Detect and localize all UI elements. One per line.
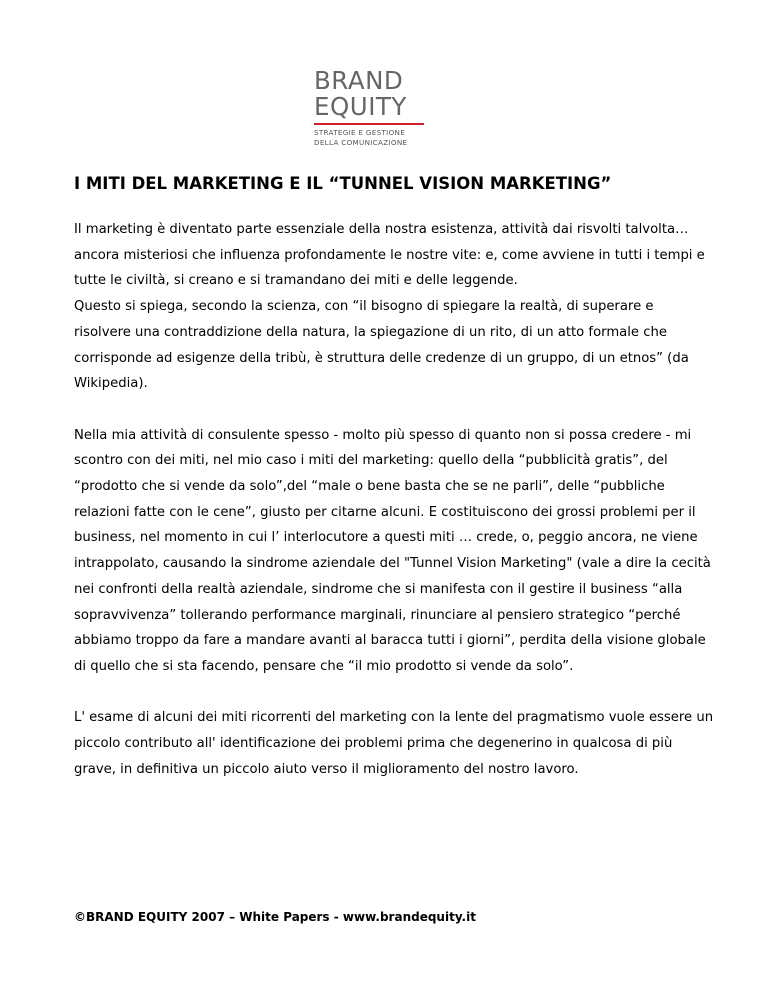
logo-red-rule (314, 123, 424, 125)
logo-wordmark-equity: EQUITY (314, 92, 407, 121)
paragraph-conclusion: L' esame di alcuni dei miti ricorrenti del marketing con la lente del pragmatismo vuole essere un piccolo contributo all' identificazione dei problemi prima che degenerino in qualcosa di più grave, in definitiva un piccolo aiuto verso il miglioramento del nostro lavoro. (74, 710, 714, 777)
document-body (74, 217, 714, 808)
logo-wordmark-brand: BRAND (314, 66, 404, 95)
logo-tagline-line1: STRATEGIE E GESTIONE (314, 128, 406, 137)
page-footer: ©BRAND EQUITY 2007 – White Papers - www.brandequity.it (74, 910, 476, 924)
paragraph-consultant: Nella mia attività di consulente spesso - molto più spesso di quanto non si possa credere - mi scontro con dei miti, nel mio caso i miti del marketing: quello della “pubblicità gratis”, del “prodotto che si vende da solo”,del “male o bene basta che se ne parli”, delle “pubbliche relazioni fatte con le cene”, giusto per citarne alcuni. E costituiscono dei grossi problemi per il business, nel momento in cui l’ interlocutore a questi miti … crede, o, peggio ancora, ne viene intrappolato, causando la sindrome aziendale del "Tunnel Vision Marketing" (vale a dire la cecità nei confronti della realtà aziendale, sindrome che si manifesta con il gestire il business “alla sopravvivenza” tollerando performance marginali, rinunciare al pensiero strategico “perché abbiamo troppo da fare a mandare avanti al baracca tutti i giorni”, perdita della visione globale di quello che si sta facendo, pensare che “il mio prodotto si vende da solo”. (74, 427, 711, 674)
paragraph-intro: Il marketing è diventato parte essenziale della nostra esistenza, attività dai risvolti talvolta…ancora misteriosi che influenza profondamente le nostre vite: e, come avviene in tutti i tempi e tutte le civiltà, si creano e si tramandano dei miti e delle leggende. Questo si spiega, secondo la scienza, con “il bisogno di spiegare la realtà, di superare e risolvere una contraddizione della natura, la spiegazione di un rito, di un atto formale che corrisponde ad esigenze della tribù, è struttura delle credenze di un gruppo, di un etnos” (da Wikipedia). (74, 222, 705, 392)
document-title: I MITI DEL MARKETING E IL “TUNNEL VISION MARKETING” (74, 174, 612, 193)
brand-equity-logo (314, 68, 426, 148)
logo-tagline-line2: DELLA COMUNICAZIONE (314, 138, 408, 147)
